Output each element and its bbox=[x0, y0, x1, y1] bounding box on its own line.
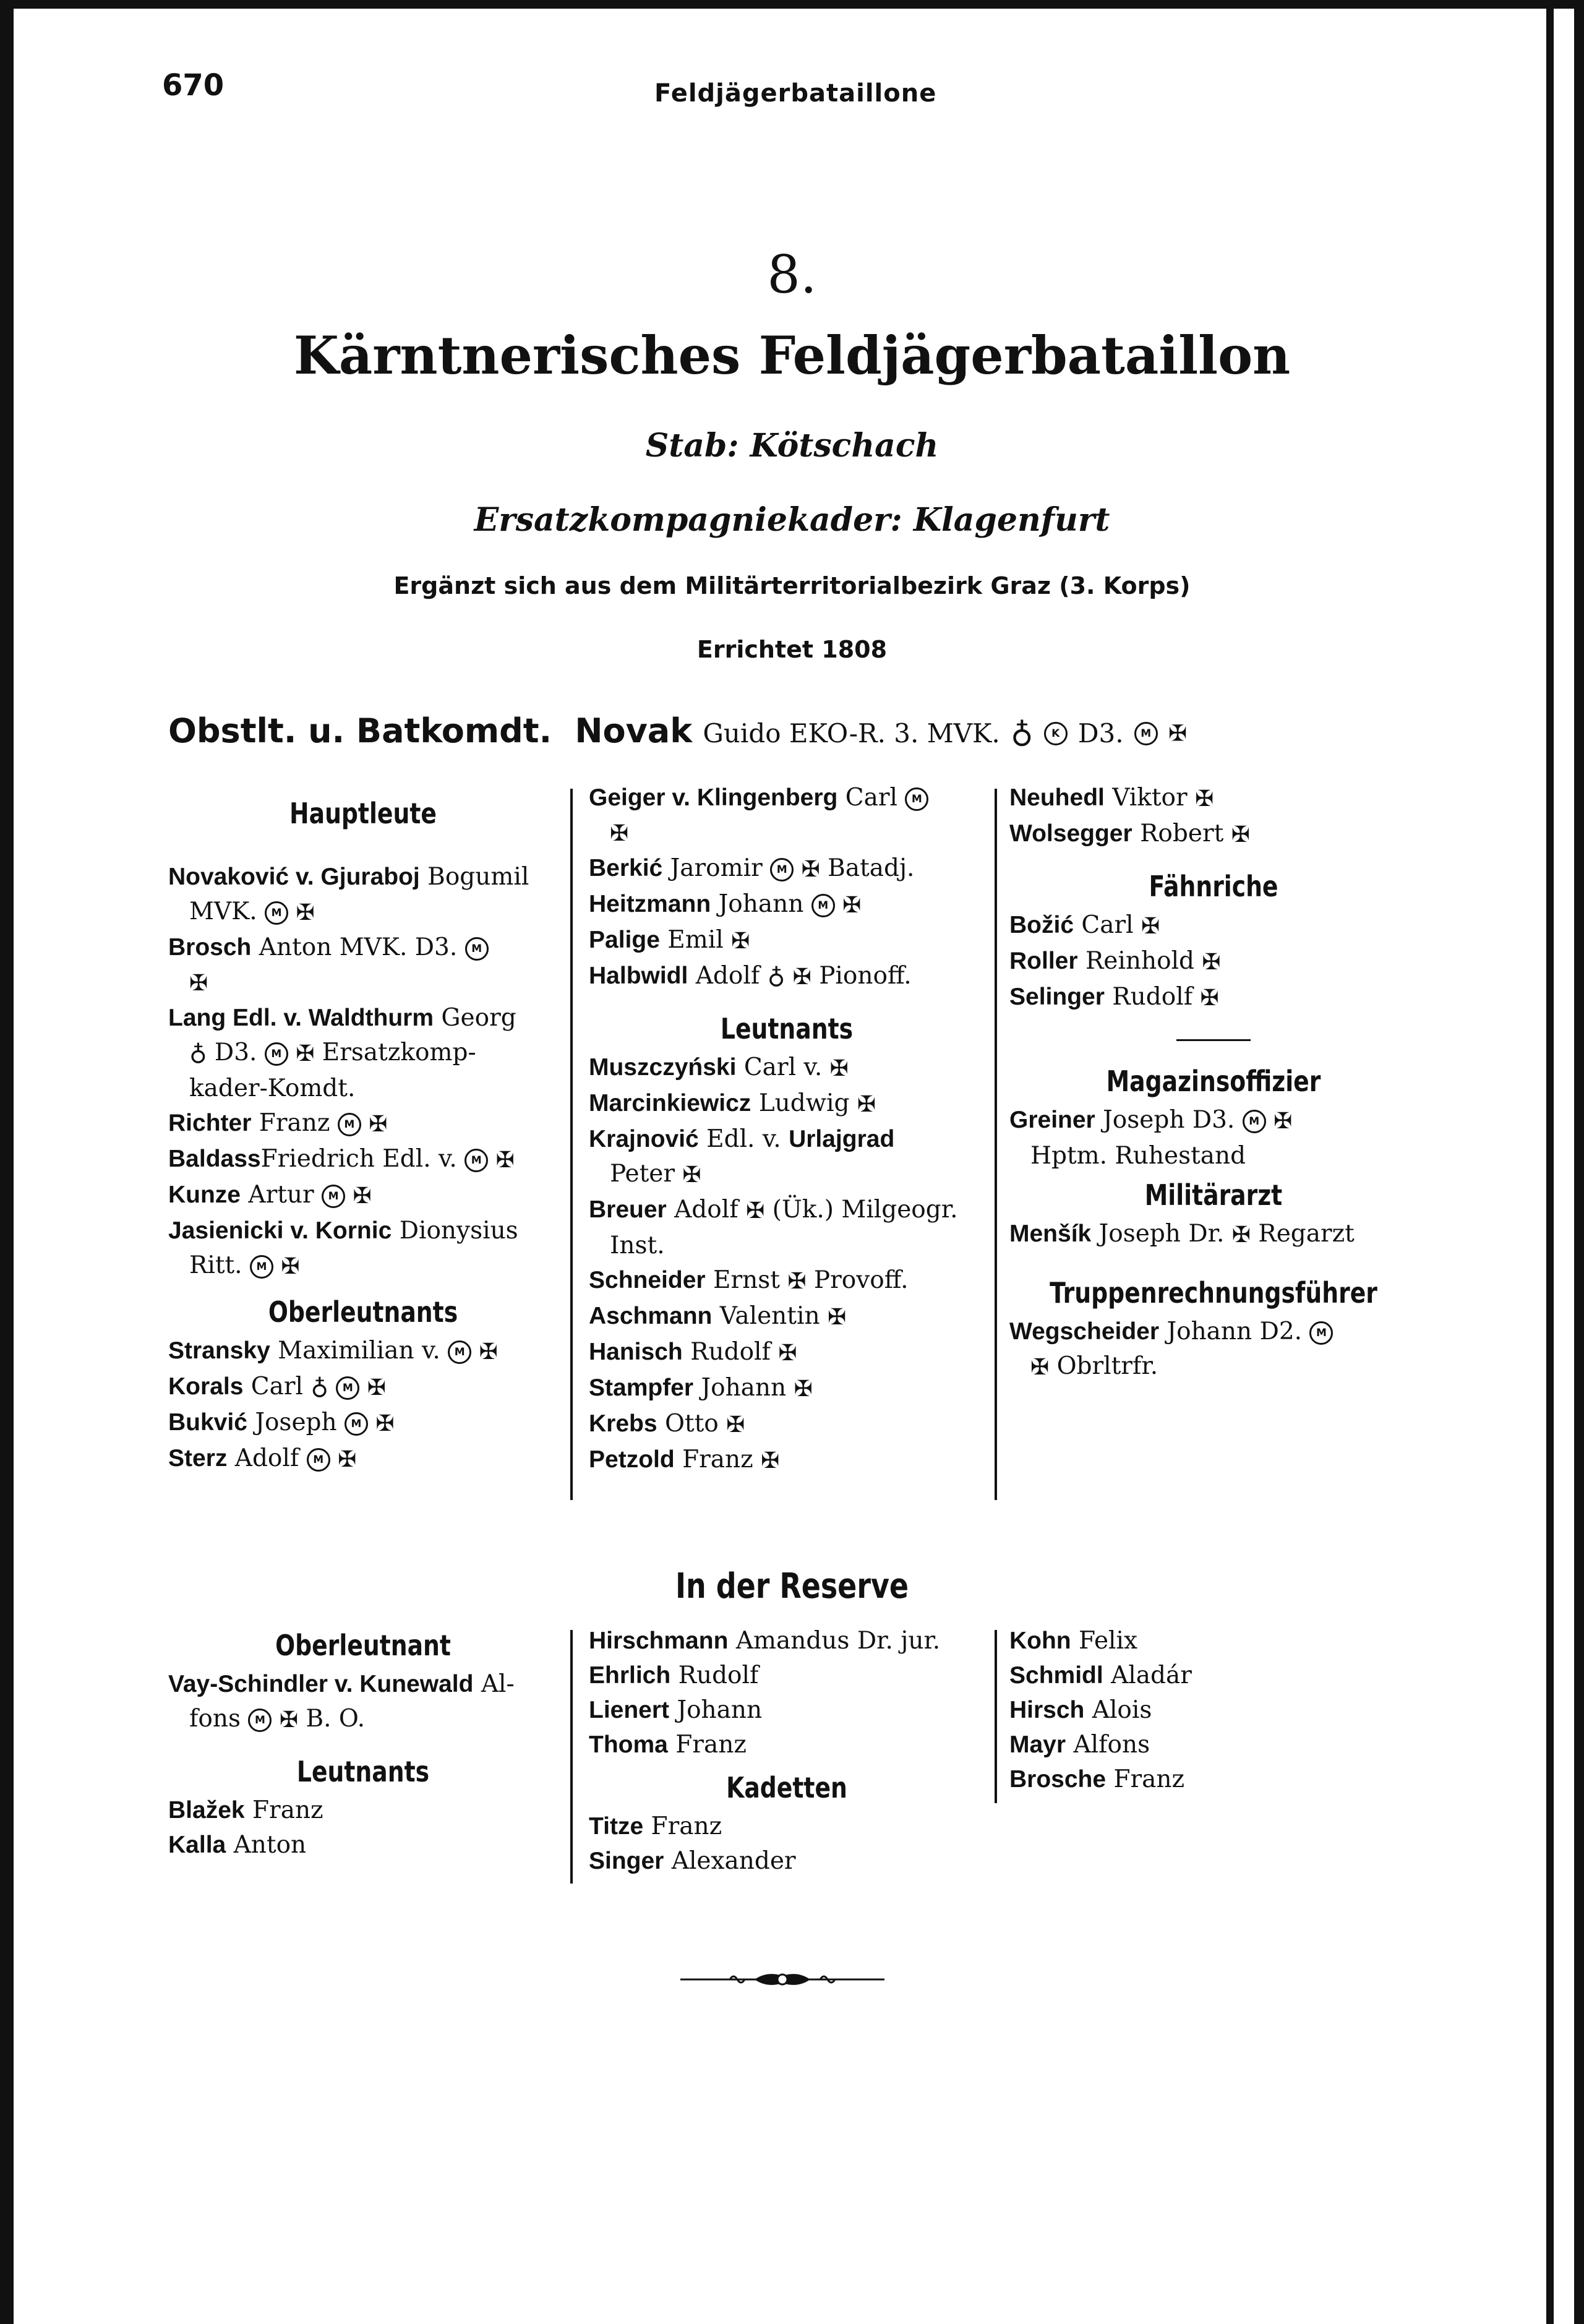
column-divider bbox=[995, 1630, 997, 1803]
cross-icon: ✠ bbox=[353, 1183, 372, 1209]
entry-text: Alois bbox=[1092, 1696, 1152, 1724]
cross-icon: ✠ bbox=[1141, 914, 1160, 939]
leutnants-heading: Leutnants bbox=[720, 1012, 854, 1045]
entry-text: kader-Komdt. bbox=[189, 1074, 356, 1102]
m-badge-icon: M bbox=[336, 1376, 359, 1400]
page-title: Kärntnerisches Feldjägerbataillon bbox=[293, 325, 1291, 386]
entry-name: Bukvić bbox=[168, 1409, 247, 1436]
entry-text: Franz bbox=[252, 1796, 323, 1824]
m-badge-icon: M bbox=[345, 1412, 368, 1436]
entry-name: Božić bbox=[1009, 912, 1074, 938]
entry-name: Sterz bbox=[168, 1445, 228, 1472]
entry-name: Marcinkiewicz bbox=[589, 1090, 751, 1117]
entry-name: Mayr bbox=[1009, 1731, 1066, 1758]
cross-icon: ✠ bbox=[1195, 786, 1214, 812]
entry-text: Regarzt bbox=[1258, 1220, 1355, 1248]
entry-text: Johann bbox=[677, 1696, 763, 1724]
entry-name: Vay-Schindler v. Kunewald bbox=[168, 1671, 474, 1697]
entry-text: Hptm. Ruhestand bbox=[1030, 1142, 1246, 1170]
entry-text: Joseph bbox=[255, 1409, 337, 1436]
m-badge-icon: M bbox=[905, 787, 928, 811]
ring-icon: ♁ bbox=[189, 1039, 207, 1066]
militararzt-heading: Militärarzt bbox=[1144, 1178, 1283, 1212]
running-title: Feldjägerbataillone bbox=[654, 79, 937, 108]
entry-text: Peter bbox=[610, 1160, 675, 1188]
m-badge-icon: M bbox=[265, 1042, 288, 1066]
entry-text: Reinhold bbox=[1085, 947, 1195, 975]
m-badge-icon: M bbox=[1309, 1321, 1333, 1345]
entry-text: D2. bbox=[1259, 1318, 1303, 1345]
reserve-oberleutnant-heading: Oberleutnant bbox=[275, 1629, 451, 1662]
entry-name: Wolsegger bbox=[1009, 820, 1132, 847]
commander-name: Novak bbox=[575, 711, 693, 750]
entry-text: Anton bbox=[233, 1831, 307, 1859]
entry-text: Franz bbox=[1113, 1765, 1185, 1793]
entry-text: Ludwig bbox=[758, 1089, 850, 1117]
m-badge-icon: M bbox=[1134, 722, 1158, 745]
m-badge-icon: M bbox=[322, 1185, 345, 1208]
entry-name: Neuhedl bbox=[1009, 784, 1105, 811]
entry-name: Ehrlich bbox=[589, 1662, 671, 1689]
cross-icon: ✠ bbox=[842, 893, 862, 918]
entry-name: Hirsch bbox=[1009, 1697, 1085, 1723]
column-2 bbox=[589, 781, 985, 1478]
entry-text: Alexander bbox=[671, 1847, 796, 1875]
entry-name: Jasienicki v. Kornic bbox=[168, 1217, 392, 1244]
entry-text: Batadj. bbox=[828, 854, 915, 882]
entry-name: Korals bbox=[168, 1373, 244, 1400]
cross-icon: ✠ bbox=[189, 971, 208, 996]
entry-text: Bogumil bbox=[427, 863, 529, 891]
entry-name: Baldass bbox=[168, 1146, 261, 1172]
entry-name: Geiger v. Klingenberg bbox=[589, 784, 838, 811]
column-divider bbox=[570, 789, 573, 1500]
cross-icon: ✠ bbox=[682, 1162, 701, 1188]
entry-name: Lienert bbox=[589, 1697, 670, 1723]
entry-name: Brosch bbox=[168, 934, 252, 961]
entry-text: fons bbox=[189, 1705, 241, 1733]
entry-name: Richter bbox=[168, 1110, 252, 1136]
entry-text: Adolf bbox=[695, 962, 760, 990]
cross-icon: ✠ bbox=[369, 1112, 388, 1137]
entry-name: Lang Edl. v. Waldthurm bbox=[168, 1005, 434, 1031]
entry-text: Ernst bbox=[713, 1266, 780, 1294]
entry-text: Artur bbox=[248, 1181, 314, 1209]
entry-text: Otto bbox=[664, 1410, 719, 1438]
m-badge-icon: M bbox=[465, 937, 489, 961]
entry-name: Wegscheider bbox=[1009, 1318, 1160, 1345]
entry-text: Rudolf bbox=[678, 1662, 759, 1689]
cross-icon: ✠ bbox=[281, 1254, 300, 1279]
entry-text: (Ük.) Milgeogr. bbox=[772, 1196, 958, 1224]
cross-icon: ✠ bbox=[367, 1375, 386, 1400]
entry-text: Aladár bbox=[1111, 1662, 1192, 1689]
m-badge-icon: M bbox=[265, 901, 288, 925]
entry-text: Franz bbox=[259, 1109, 330, 1137]
ersatz-line: Ersatzkompagniekader: Klagenfurt bbox=[474, 501, 1110, 539]
entry-text: Dionysius bbox=[399, 1217, 518, 1245]
cross-icon: ✠ bbox=[726, 1412, 745, 1438]
m-badge-icon: M bbox=[307, 1448, 330, 1472]
entry-name: Stransky bbox=[168, 1337, 270, 1364]
entry-text: Adolf bbox=[674, 1196, 738, 1224]
entry-text: Al- bbox=[481, 1670, 515, 1698]
k-badge-icon: K bbox=[1044, 722, 1068, 745]
cross-icon: ✠ bbox=[296, 900, 315, 925]
cross-icon: ✠ bbox=[495, 1147, 515, 1173]
cross-icon: ✠ bbox=[296, 1041, 315, 1066]
entry-name: Hirschmann bbox=[589, 1627, 729, 1654]
entry-text: Franz bbox=[675, 1731, 747, 1759]
cross-icon: ✠ bbox=[792, 964, 811, 990]
entry-name: Hanisch bbox=[589, 1339, 683, 1365]
truppen-heading: Truppenrechnungsführer bbox=[1050, 1276, 1377, 1310]
entry-text: Joseph D3. bbox=[1103, 1106, 1235, 1134]
entry-text: Franz bbox=[682, 1446, 753, 1473]
entry-text: Pionoff. bbox=[819, 962, 912, 990]
entry-text: Johann bbox=[701, 1374, 787, 1402]
entry-text: Franz bbox=[651, 1812, 722, 1840]
stab-line: Stab: Kötschach bbox=[645, 427, 939, 465]
m-badge-icon: M bbox=[250, 1255, 273, 1279]
entry-text: Anton MVK. D3. bbox=[259, 933, 458, 961]
entry-name: Titze bbox=[589, 1813, 644, 1840]
entry-name: Kohn bbox=[1009, 1627, 1071, 1654]
column-divider bbox=[995, 789, 997, 1500]
cross-icon: ✠ bbox=[1200, 985, 1219, 1011]
entry-text: Emil bbox=[667, 926, 724, 954]
entry-name: Kalla bbox=[168, 1832, 226, 1858]
m-badge-icon: M bbox=[248, 1709, 272, 1732]
cross-icon: ✠ bbox=[801, 857, 820, 882]
m-badge-icon: M bbox=[811, 894, 835, 917]
entry-text: Robert bbox=[1140, 820, 1224, 847]
reserve-heading: In der Reserve bbox=[675, 1566, 909, 1606]
end-ornament-icon bbox=[680, 1967, 884, 1992]
cross-icon: ✠ bbox=[761, 1448, 780, 1473]
entry-text: Obrltrfr. bbox=[1056, 1352, 1158, 1380]
column-divider bbox=[570, 1630, 573, 1884]
cross-icon: ✠ bbox=[829, 1056, 849, 1081]
entry-text: D3. bbox=[214, 1039, 257, 1066]
entry-name: Kunze bbox=[168, 1181, 241, 1208]
entry-text: Rudolf bbox=[1112, 983, 1193, 1011]
reserve-leutnants-heading: Leutnants bbox=[296, 1755, 430, 1788]
entry-name: Halbwidl bbox=[589, 963, 688, 989]
cross-icon: ✠ bbox=[778, 1340, 797, 1366]
m-badge-icon: M bbox=[448, 1340, 471, 1364]
cross-icon: ✠ bbox=[794, 1376, 813, 1402]
entry-name: Breuer bbox=[589, 1196, 667, 1223]
ring-icon: ♁ bbox=[767, 962, 786, 990]
column-3 bbox=[1009, 781, 1418, 1385]
entry-name: Krajnović bbox=[589, 1126, 699, 1152]
entry-text: B. O. bbox=[306, 1705, 365, 1733]
cross-icon: ✠ bbox=[1231, 1222, 1251, 1248]
commander-line bbox=[168, 711, 1187, 750]
entry-name: Greiner bbox=[1009, 1107, 1095, 1133]
entry-text: Joseph Dr. bbox=[1098, 1220, 1225, 1248]
erganzt-line: Ergänzt sich aus dem Militärterritorialbezirk Graz (3. Korps) bbox=[393, 572, 1191, 599]
m-badge-icon: M bbox=[338, 1113, 361, 1136]
entry-text: Inst. bbox=[610, 1232, 665, 1259]
entry-name: Krebs bbox=[589, 1410, 657, 1437]
cross-icon: ✠ bbox=[1231, 822, 1250, 847]
cross-icon: ✠ bbox=[1202, 950, 1221, 975]
entry-name: Schmidl bbox=[1009, 1662, 1103, 1689]
entry-name: Roller bbox=[1009, 948, 1078, 974]
entry-name: Aschmann bbox=[589, 1303, 713, 1329]
hauptleute-heading: Hauptleute bbox=[289, 797, 437, 830]
entry-text: Friedrich Edl. v. bbox=[260, 1145, 457, 1173]
entry-text: Carl bbox=[845, 784, 897, 812]
entry-name: Singer bbox=[589, 1848, 664, 1874]
m-badge-icon: M bbox=[1243, 1110, 1266, 1133]
entry-name: Berkić bbox=[589, 855, 663, 881]
entry-name: Thoma bbox=[589, 1731, 668, 1758]
entry-name: Petzold bbox=[589, 1446, 675, 1473]
entry-text: Provoff. bbox=[813, 1266, 909, 1294]
entry-text: Valentin bbox=[719, 1302, 820, 1330]
cross-icon: ✠ bbox=[479, 1339, 498, 1365]
cross-icon: ✠ bbox=[787, 1269, 807, 1294]
entry-text: Carl bbox=[1081, 911, 1134, 939]
section-number: 8. bbox=[767, 244, 817, 305]
entry-text: Carl bbox=[250, 1373, 304, 1400]
entry-name: Selinger bbox=[1009, 984, 1105, 1010]
errichtet-line: Errichtet 1808 bbox=[696, 636, 888, 663]
entry-text: MVK. bbox=[189, 898, 257, 925]
entry-text: Felix bbox=[1079, 1627, 1137, 1655]
entry-text: Rudolf bbox=[690, 1338, 771, 1366]
cross-icon: ✠ bbox=[279, 1707, 299, 1733]
entry-text: Maximilian v. bbox=[278, 1337, 440, 1365]
entry-text: Johann bbox=[1167, 1318, 1252, 1345]
entry-text: Ersatzkomp- bbox=[322, 1039, 476, 1066]
cross-icon: ✠ bbox=[610, 821, 629, 846]
cross-icon: ✠ bbox=[1030, 1355, 1050, 1380]
ring-icon: ♁ bbox=[1010, 714, 1034, 750]
cross-icon: ✠ bbox=[1168, 721, 1188, 747]
page-number: 670 bbox=[162, 68, 225, 103]
entry-name: Brosche bbox=[1009, 1766, 1107, 1793]
entry-name: Schneider bbox=[589, 1267, 706, 1293]
commander-d3: D3. bbox=[1077, 718, 1124, 748]
ring-icon: ♁ bbox=[310, 1373, 328, 1400]
oberleutnants-heading: Oberleutnants bbox=[268, 1295, 458, 1329]
entry-name: Blažek bbox=[168, 1797, 245, 1824]
entry-text: Carl v. bbox=[743, 1053, 823, 1081]
cross-icon: ✠ bbox=[731, 928, 750, 954]
entry-name: Heitzmann bbox=[589, 891, 711, 917]
entry-text: Edl. v. bbox=[706, 1125, 781, 1153]
cross-icon: ✠ bbox=[338, 1447, 357, 1472]
entry-text: Ritt. bbox=[189, 1251, 242, 1279]
entry-text: Georg bbox=[441, 1004, 516, 1032]
reserve-column-3 bbox=[1009, 1624, 1418, 1797]
entry-text: Adolf bbox=[234, 1444, 299, 1472]
cross-icon: ✠ bbox=[1274, 1108, 1293, 1134]
m-badge-icon: M bbox=[464, 1149, 488, 1172]
entry-name: Urlajgrad bbox=[789, 1126, 895, 1152]
commander-rank: Obstlt. u. Batkomdt. bbox=[168, 711, 552, 750]
kadetten-heading: Kadetten bbox=[726, 1771, 847, 1804]
column-1 bbox=[168, 792, 558, 1477]
page-border-top bbox=[0, 0, 1584, 9]
entry-name: Menšík bbox=[1009, 1220, 1092, 1247]
entry-name: Stampfer bbox=[589, 1374, 694, 1401]
m-badge-icon: M bbox=[770, 858, 794, 881]
entry-text: Viktor bbox=[1112, 784, 1188, 812]
reserve-column-2 bbox=[589, 1624, 985, 1879]
commander-details: Guido EKO-R. 3. MVK. bbox=[703, 718, 1000, 748]
reserve-column-1 bbox=[168, 1624, 558, 1863]
cross-icon: ✠ bbox=[746, 1198, 765, 1224]
fahnriche-heading: Fähnriche bbox=[1149, 870, 1278, 903]
entry-name: Muszczyński bbox=[589, 1054, 737, 1081]
entry-name: Palige bbox=[589, 927, 660, 953]
cross-icon: ✠ bbox=[827, 1305, 847, 1330]
entry-text: Amandus Dr. jur. bbox=[735, 1627, 941, 1655]
entry-name: Novaković v. Gjuraboj bbox=[168, 864, 420, 890]
cross-icon: ✠ bbox=[375, 1411, 395, 1436]
cross-icon: ✠ bbox=[857, 1092, 876, 1117]
entry-text: Johann bbox=[718, 890, 804, 918]
entry-text: Alfons bbox=[1073, 1731, 1150, 1759]
divider bbox=[1176, 1039, 1251, 1041]
entry-text: Jaromir bbox=[670, 854, 763, 882]
magazin-heading: Magazinsoffizier bbox=[1106, 1065, 1321, 1098]
